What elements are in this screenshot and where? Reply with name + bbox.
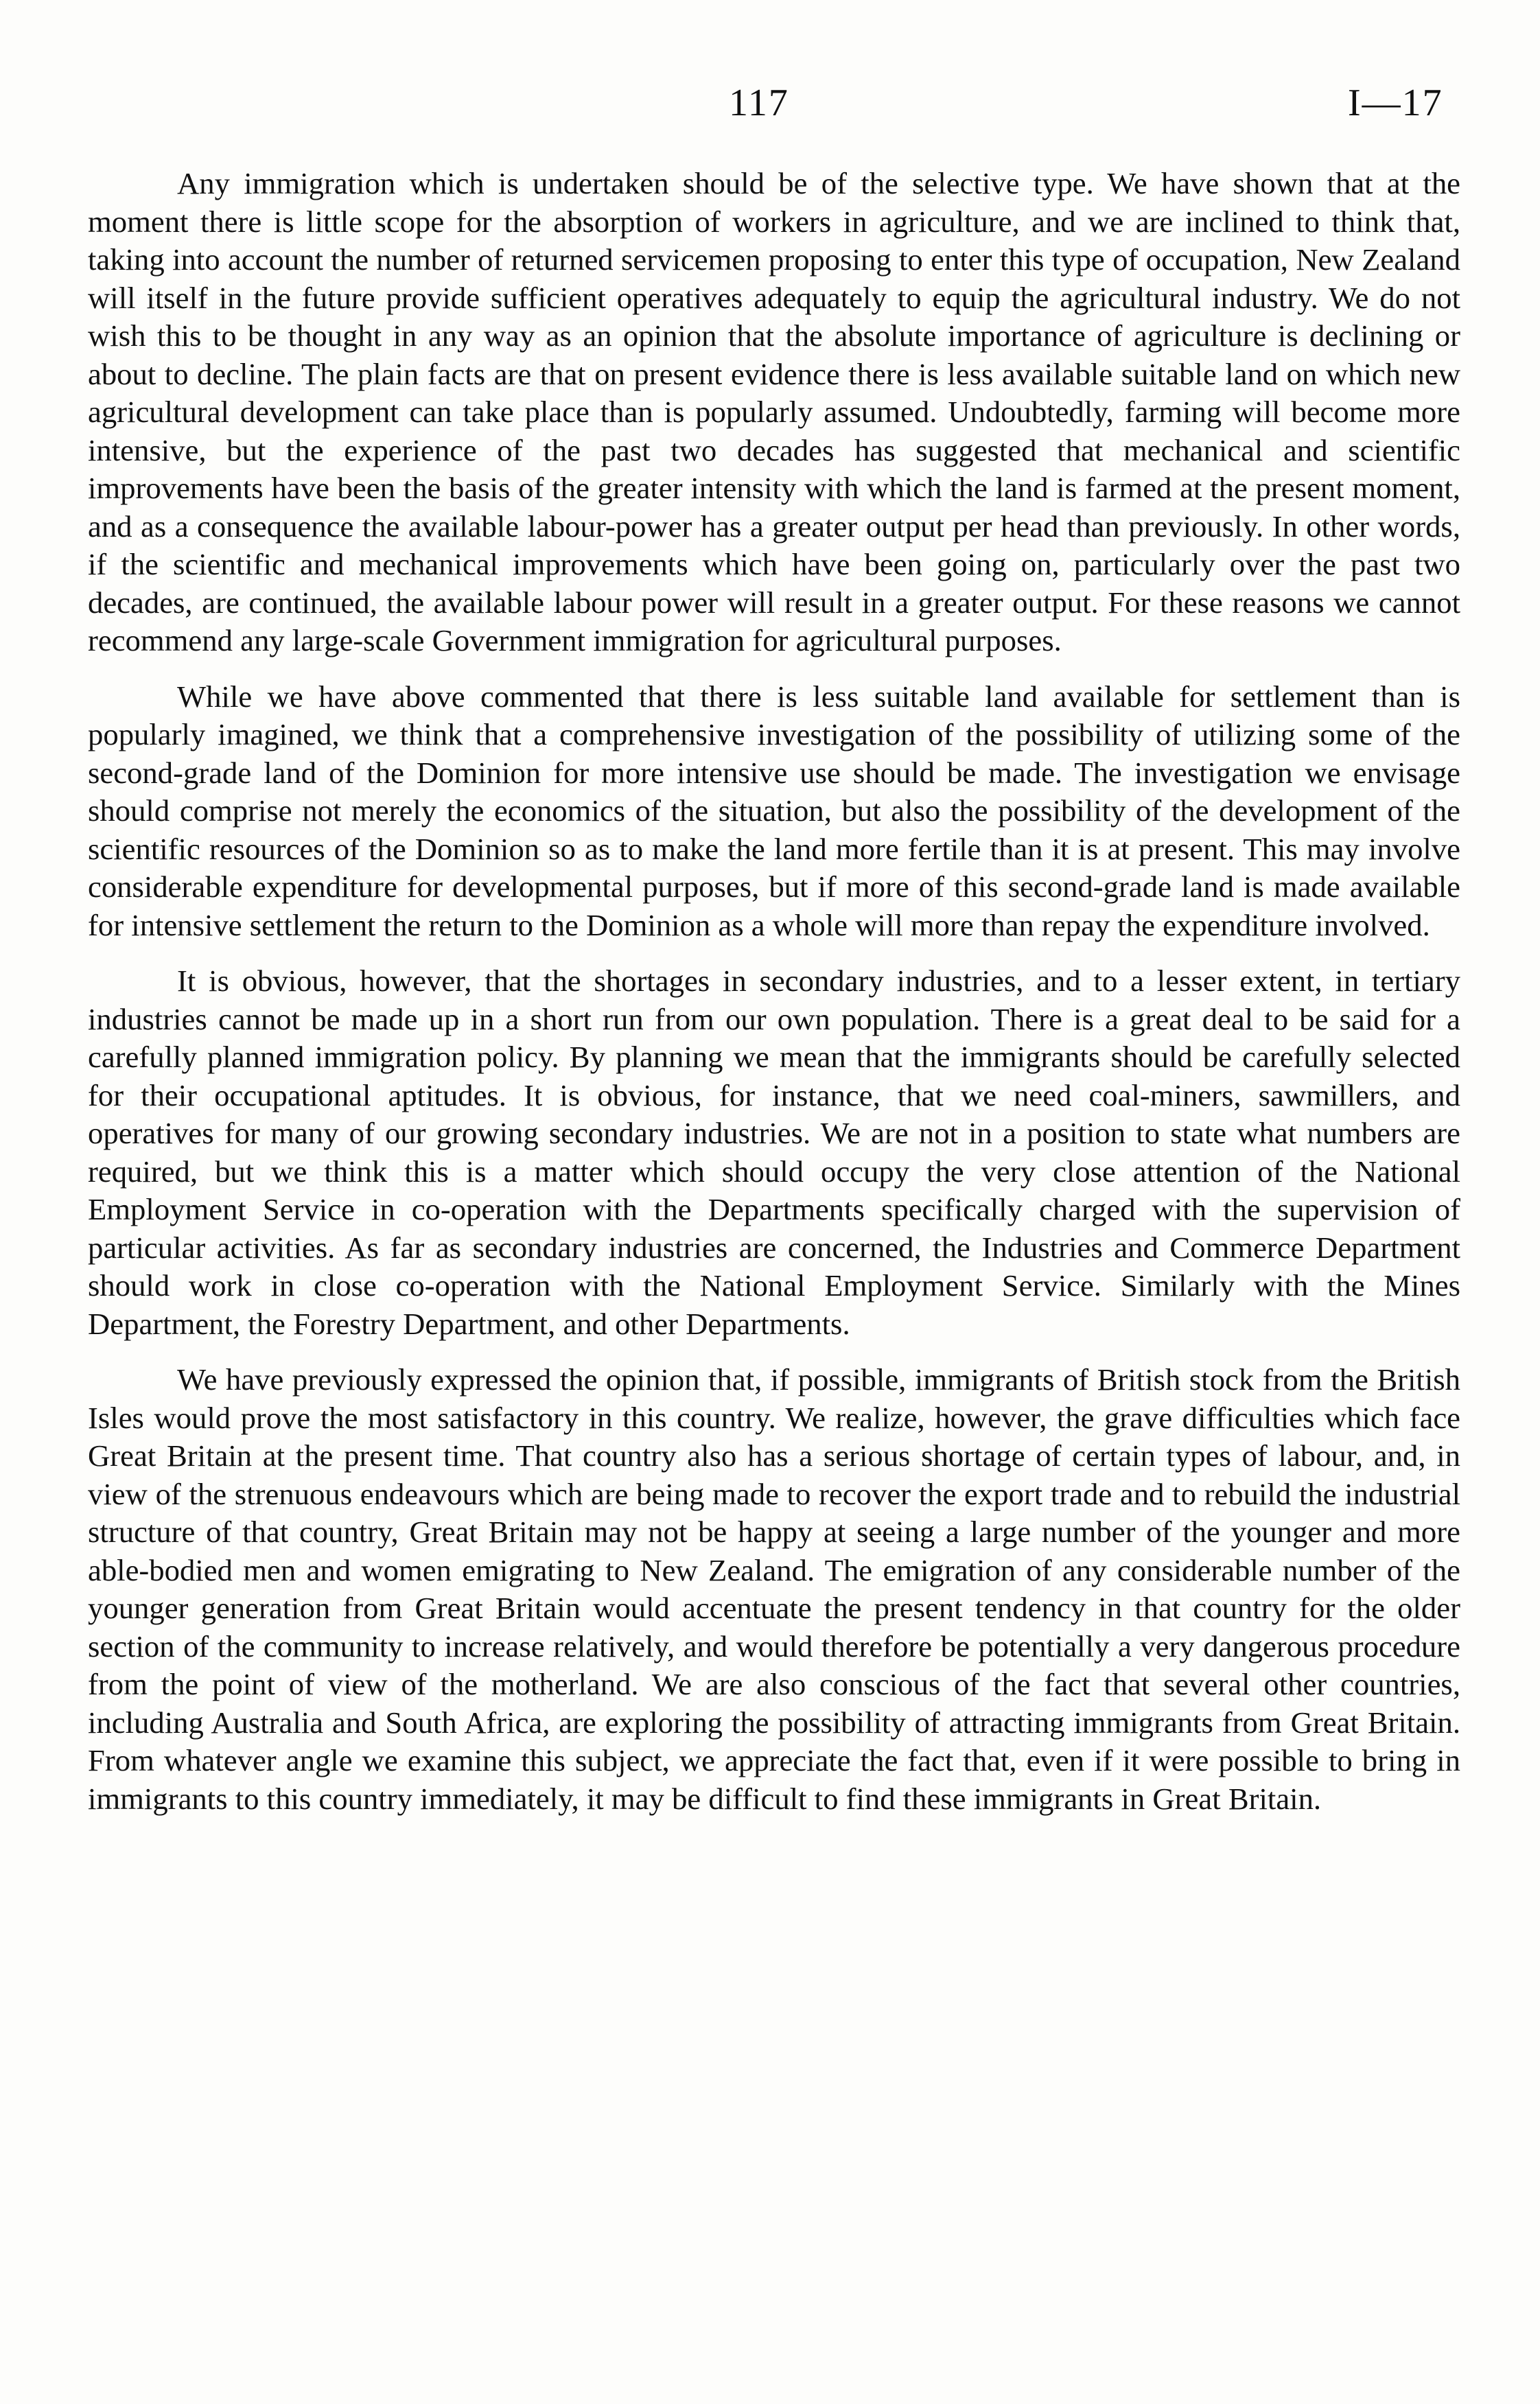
page-header (0, 81, 1540, 136)
paragraph-selective-immigration: Any immigration which is undertaken should be of the selective type. We have shown that at the moment there is little scope for the absorption of workers in agriculture, and we are inclined to think that, taking into account the number of returned servicemen proposing to enter this type of occupation, New Zealand will itself in the future provide sufficient operatives adequately to equip the agricultural industry. We do not wish this to be thought in any way as an opinion that the absolute importance of agriculture is declining or about to decline. The plain facts are that on present evidence there is less available suitable land on which new agricultural development can take place than is popularly assumed. Undoubtedly, farming will become more intensive, but the experience of the past two decades has suggested that mechanical and scientific improvements have been the basis of the greater intensity with which the land is farmed at the present moment, and as a consequence the available labour-power has a greater output per head than previously. In other words, if the scientific and mechanical improvements which have been going on, particularly over the past two decades, are continued, the available labour power will result in a greater output. For these reasons we cannot recommend any large-scale Government immigration for agricultural purposes. (88, 166, 1460, 657)
paragraph-planned-immigration: It is obvious, however, that the shortages in secondary industries, and to a lesser extent, in tertiary industries cannot be made up in a short run from our own population. There is a great deal to be said for a carefully planned immigration policy. By planning we mean that the immigrants should be carefully selected for their occupational aptitudes. It is obvious, for instance, that we need coal-miners, sawmillers, and operatives for many of our growing secondary industries. We are not in a position to state what numbers are required, but we think this is a matter which should occupy the very close attention of the National Employment Service in co-operation with the Departments specifically charged with the supervision of particular activities. As far as secondary industries are concerned, the Industries and Commerce Department should work in close co-operation with the National Employment Service. Similarly with the Mines Department, the Forestry Department, and other Departments. (88, 964, 1460, 1341)
page-number: 117 (729, 82, 789, 124)
paragraph-british-immigrants: We have previously expressed the opinion that, if possible, immigrants of British stock from the British Isles would prove the most satisfactory in this country. We realize, however, the grave difficulties which face Great Britain at the present time. That country also has a serious shortage of certain types of labour, and, in view of the strenuous endeavours which are being made to recover the export trade and to rebuild the industrial structure of that country, Great Britain may not be happy at seeing a large number of the younger and more able-bodied men and women emigrating to New Zealand. The emigration of any considerable number of the younger generation from Great Britain would accentuate the present tendency in that country for the older section of the community to increase relatively, and would therefore be potentially a very dangerous procedure from the point of view of the motherland. We are also conscious of the fact that several other countries, including Australia and South Africa, are exploring the possibility of attracting immigrants from Great Britain. From whatever angle we examine this subject, we appreciate the fact that, even if it were possible to bring in immigrants to this country immediately, it may be difficult to find these immigrants in Great Britain. (88, 1362, 1460, 1816)
document-reference: I—17 (1348, 82, 1443, 124)
body-text (88, 165, 1460, 2361)
paragraph-second-grade-land: While we have above commented that there is less suitable land available for settlement than is popularly imagined, we think that a comprehensive investigation of the possibility of utilizing some of the second-grade land of the Dominion for more intensive use should be made. The investigation we envisage should comprise not merely the economics of the situation, but also the possibility of the development of the scientific resources of the Dominion so as to make the land more fertile than it is at present. This may involve considerable expenditure for developmental purposes, but if more of this second-grade land is made available for intensive settlement the return to the Dominion as a whole will more than repay the expenditure involved. (88, 679, 1460, 942)
